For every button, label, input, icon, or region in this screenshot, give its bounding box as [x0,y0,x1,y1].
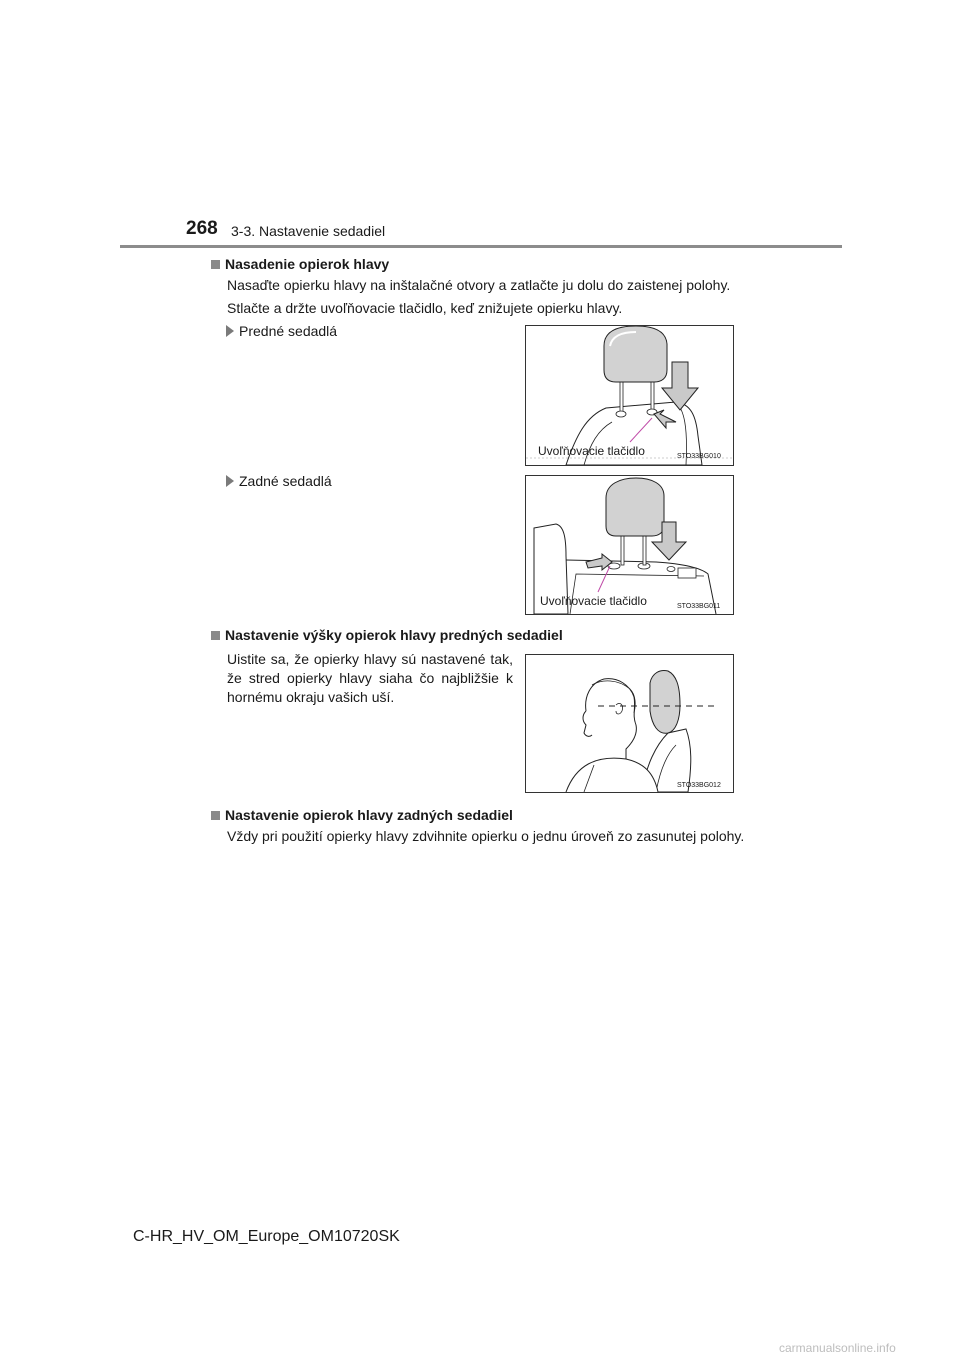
section-heading-rear: Nastavenie opierok hlavy zadných sedadiel [211,807,513,823]
figure-front-headrest [525,325,734,466]
document-code: C-HR_HV_OM_Europe_OM10720SK [133,1228,400,1245]
front-height-instruction: Uistite sa, že opierky hlavy sú nastavené tak, že stred opierky hlavy siaha čo najbližšie k hornému okraju vašich uší. [227,651,513,705]
square-bullet-icon [211,260,220,269]
figure-code: STO33BG010 [677,453,721,460]
figure-code: STO33BG011 [677,603,721,610]
section-title: 3-3. Nastavenie sedadiel [231,223,386,239]
section-heading-installing: Nasadenie opierok hlavy [211,256,389,272]
section-heading-front-height: Nastavenie výšky opierok hlavy predných sedadiel [211,627,563,643]
square-bullet-icon [211,811,220,820]
triangle-bullet-icon [226,475,234,487]
figure-code: STO33BG012 [677,782,721,789]
square-bullet-icon [211,631,220,640]
figure-head-position [525,654,734,793]
front-seats-label: Predné sedadlá [226,323,337,339]
release-button-callout: Uvoľňovacie tlačidlo [540,594,647,608]
head-position-illustration [526,655,733,792]
rear-instruction: Vždy pri použití opierky hlavy zdvihnite opierku o jednu úroveň zo zasunutej polohy. [227,828,745,844]
install-instruction: Nasaďte opierku hlavy na inštalačné otvory a zatlačte ju dolu do zaistenej polohy. [227,277,731,293]
release-instruction: Stlačte a držte uvoľňovacie tlačidlo, keď znižujete opierku hlavy. [227,300,623,316]
release-button-callout: Uvoľňovacie tlačidlo [538,444,645,458]
page-number: 268 [186,218,218,239]
watermark: carmanualsonline.info [779,1341,896,1355]
rear-seats-label: Zadné sedadlá [226,473,332,489]
figure-rear-headrest [525,475,734,615]
triangle-bullet-icon [226,325,234,337]
header-rule [120,245,842,248]
